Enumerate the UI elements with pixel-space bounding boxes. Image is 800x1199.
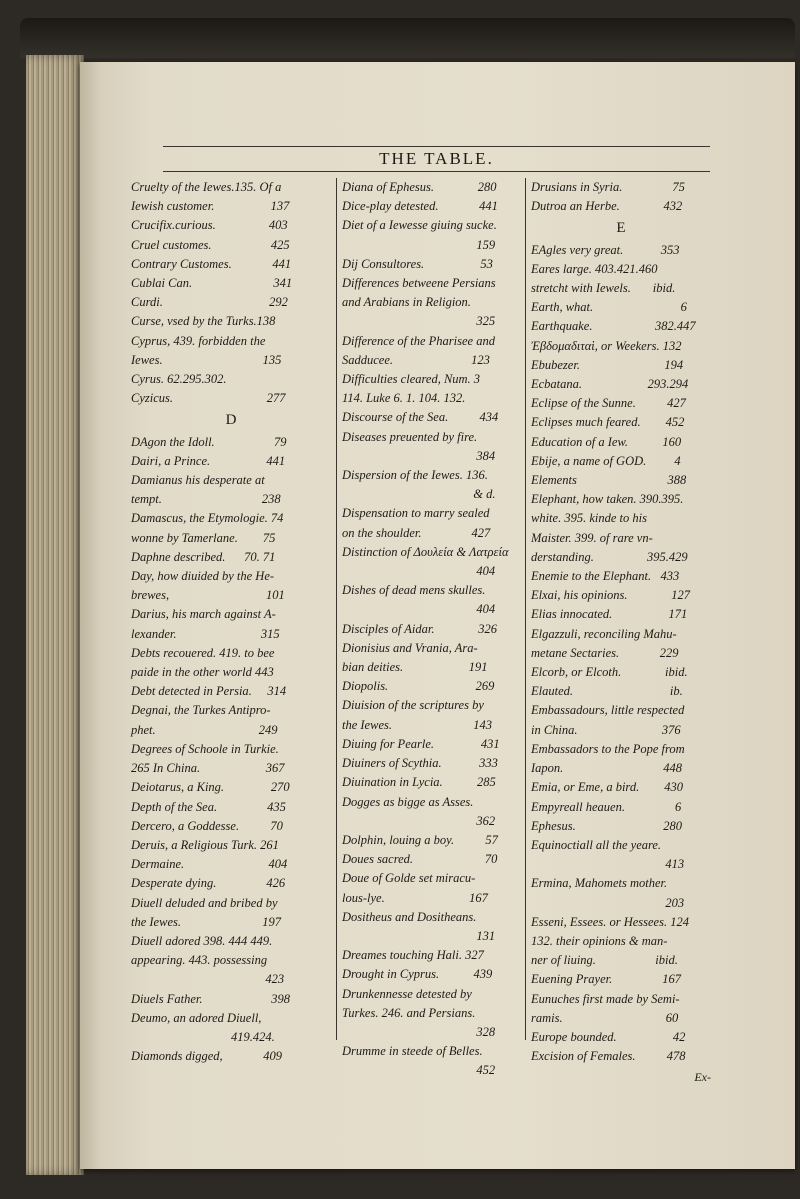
index-entry: Dermaine. 404 <box>131 857 288 872</box>
index-entry: Emia, or Eme, a bird. 430 <box>531 780 683 795</box>
index-entry: Elcorb, or Elcoth. ibid. <box>531 665 688 680</box>
index-entry: 384 <box>342 448 496 463</box>
index-entry: 114. Luke 6. 1. 104. 132. <box>342 391 466 406</box>
book-cover-edge <box>20 18 795 58</box>
index-entry: Ἐβδομαδιταὶ, or Weekers. 132 <box>531 338 682 353</box>
index-entry: Damianus his desperate at <box>131 473 265 488</box>
index-entry: 132. their opinions & man- <box>531 933 668 948</box>
index-entry: Deruis, a Religious Turk. 261 <box>131 837 279 852</box>
index-entry: ramis. 60 <box>531 1010 679 1025</box>
index-entry: Distinction of Δουλεία & Λατρεία <box>342 544 509 559</box>
index-entry: & d. <box>342 487 496 502</box>
index-entry: Drumme in steede of Belles. <box>342 1044 483 1059</box>
index-entry: Contrary Customes. 441 <box>131 256 292 271</box>
index-entry: Crucifix.curious. 403 <box>131 218 288 233</box>
index-entry: wonne by Tamerlane. 75 <box>131 530 276 545</box>
index-entry: Dice-play detested. 441 <box>342 199 498 214</box>
index-entry: Diamonds digged, 409 <box>131 1049 283 1064</box>
index-entry: 419.424. <box>131 1029 275 1044</box>
index-entry: Eclipses much feared. 452 <box>531 415 685 430</box>
index-entry: lous-lye. 167 <box>342 890 488 905</box>
index-entry: Elgazzuli, reconciling Mahu- <box>531 626 677 641</box>
index-entry: Diet of a Iewesse giuing sucke. <box>342 218 497 233</box>
index-entry: Ebije, a name of GOD. 4 <box>531 453 681 468</box>
title-rule-bottom <box>163 171 710 172</box>
index-entry: stretcht with Iewels. ibid. <box>531 281 676 296</box>
page-edges <box>26 55 84 1175</box>
index-entry: Elias innocated. 171 <box>531 607 688 622</box>
index-entry: Dairi, a Prince. 441 <box>131 453 286 468</box>
index-entry: Diuing for Pearle. 431 <box>342 736 500 751</box>
index-entry: Drunkennesse detested by <box>342 986 472 1001</box>
index-entry: Cyrus. 62.295.302. <box>131 372 227 387</box>
index-entry: 362 <box>342 813 496 828</box>
index-entry: Elxai, his opinions. 127 <box>531 588 691 603</box>
index-entry: Turkes. 246. and Persians. <box>342 1005 476 1020</box>
index-entry: Dij Consultores. 53 <box>342 256 493 271</box>
index-entry: Dercero, a Goddesse. 70 <box>131 818 283 833</box>
index-entry: Elements 388 <box>531 473 687 488</box>
index-entry: Diuination in Lycia. 285 <box>342 775 496 790</box>
index-entry: Embassadors to the Pope from <box>531 741 685 756</box>
index-entry: bian deities. 191 <box>342 660 488 675</box>
index-entry: Cruelty of the Iewes.135. Of a <box>131 180 282 194</box>
index-column-3 <box>531 178 711 1088</box>
index-entry: phet. 249 <box>131 722 278 737</box>
index-entry: Day, how diuided by the He- <box>131 569 275 584</box>
index-entry: Deumo, an adored Diuell, <box>131 1010 262 1025</box>
index-entry: the Iewes. 143 <box>342 717 492 732</box>
index-entry: Dispensation to marry sealed <box>342 506 490 521</box>
index-entry: 452 <box>342 1063 496 1078</box>
index-entry: Sadducee. 123 <box>342 352 490 367</box>
index-entry: Esseni, Essees. or Hessees. 124 <box>531 914 689 929</box>
index-entry: Earthquake. 382.447 <box>531 319 696 334</box>
index-entry: Doues sacred. 70 <box>342 852 498 867</box>
index-entry: 404 <box>342 564 496 579</box>
index-entry: Disciples of Aidar. 326 <box>342 621 497 636</box>
index-entry: Cublai Can. 341 <box>131 276 293 291</box>
index-entry: appearing. 443. possessing <box>131 953 268 968</box>
index-entry: Eunuches first made by Semi- <box>531 991 680 1006</box>
index-entry: Degrees of Schoole in Turkie. <box>131 741 279 756</box>
index-entry: ner of liuing. ibid. <box>531 953 678 968</box>
index-entry: brewes, 101 <box>131 588 285 603</box>
index-entry: 131 <box>342 928 496 943</box>
section-letter: D <box>225 412 237 429</box>
index-entry: Ebubezer. 194 <box>531 357 684 372</box>
index-entry: Deiotarus, a King. 270 <box>131 780 290 795</box>
index-entry: Eares large. 403.421.460 <box>531 261 658 276</box>
index-entry: Dolphin, louing a boy. 57 <box>342 832 498 847</box>
index-entry: Elephant, how taken. 390.395. <box>531 492 684 507</box>
index-entry: Ermina, Mahomets mother. <box>531 876 668 891</box>
index-entry: 413 <box>531 857 685 872</box>
index-entry: lexander. 315 <box>131 626 280 641</box>
index-entry: Desperate dying. 426 <box>131 876 286 891</box>
index-entry: Education of a Iew. 160 <box>531 434 682 449</box>
index-entry: Cyprus, 439. forbidden the <box>131 333 266 348</box>
index-entry: Drusians in Syria. 75 <box>531 180 685 194</box>
index-entry: Discourse of the Sea. 434 <box>342 410 499 425</box>
index-entry: Difficulties cleared, Num. 3 <box>342 372 481 387</box>
index-entry: Diuell adored 398. 444 449. <box>131 933 273 948</box>
index-entry: DAgon the Idoll. 79 <box>131 434 287 449</box>
index-entry: Maister. 399. of rare vn- <box>531 530 653 545</box>
index-entry: the Iewes. 197 <box>131 914 281 929</box>
index-entry: Dogges as bigge as Asses. <box>342 794 474 809</box>
index-entry: Dishes of dead mens skulles. <box>342 583 486 598</box>
index-entry: Earth, what. 6 <box>531 300 687 315</box>
index-entry: Differences betweene Persians <box>342 276 496 291</box>
index-entry: Ecbatana. 293.294 <box>531 377 689 392</box>
index-entry: metane Sectaries. 229 <box>531 645 679 660</box>
index-entry: Eclipse of the Sunne. 427 <box>531 396 686 411</box>
index-entry: white. 395. kinde to his <box>531 511 647 526</box>
index-entry: on the shoulder. 427 <box>342 525 491 540</box>
index-entry: Curse, vsed by the Turks.138 <box>131 314 276 329</box>
page-title: THE TABLE. <box>379 149 494 168</box>
index-entry: and Arabians in Religion. <box>342 295 471 310</box>
index-entry: Doue of Golde set miracu- <box>342 871 476 886</box>
index-entry: Empyreall heauen. 6 <box>531 799 682 814</box>
index-entry: Iapon. 448 <box>531 761 683 776</box>
index-entry: Dionisius and Vrania, Ara- <box>342 640 478 655</box>
index-entry: Enemie to the Elephant. 433 <box>531 569 680 584</box>
index-entry: 404 <box>342 602 496 617</box>
index-entry: Ephesus. 280 <box>531 818 683 833</box>
index-entry: Degnai, the Turkes Antipro- <box>131 703 271 718</box>
title-rule-top <box>163 146 710 147</box>
index-entry: Dutroa an Herbe. 432 <box>531 199 683 214</box>
index-entry: Diana of Ephesus. 280 <box>342 180 497 194</box>
index-column-1 <box>131 178 331 1066</box>
index-entry: Equinoctiall all the yeare. <box>531 837 662 852</box>
index-entry: Drought in Cyprus. 439 <box>342 967 493 982</box>
index-entry: Damascus, the Etymologie. 74 <box>131 511 284 526</box>
column-divider <box>336 178 337 1040</box>
index-entry: Diopolis. 269 <box>342 679 495 694</box>
index-entry: Cyzicus. 277 <box>131 391 286 406</box>
index-entry: Dositheus and Dositheans. <box>342 909 477 924</box>
index-entry: 265 In China. 367 <box>131 761 285 776</box>
index-column-2 <box>342 178 518 1081</box>
index-entry: Debts recouered. 419. to bee <box>131 645 275 660</box>
index-entry: Curdi. 292 <box>131 295 288 310</box>
index-entry: Diuels Father. 398 <box>131 991 291 1006</box>
index-entry: EAgles very great. 353 <box>531 242 680 257</box>
index-entry: Dispersion of the Iewes. 136. <box>342 468 488 483</box>
index-entry: Euening Prayer. 167 <box>531 972 681 987</box>
index-entry: in China. 376 <box>531 722 681 737</box>
index-entry: Debt detected in Persia. 314 <box>131 684 287 699</box>
index-entry: Difference of the Pharisee and <box>342 333 495 348</box>
section-letter: E <box>616 220 626 237</box>
index-entry: Dreames touching Hali. 327 <box>342 948 484 963</box>
index-entry: Embassadours, little respected <box>531 703 685 718</box>
index-entry: 328 <box>342 1024 496 1039</box>
catchword: Ex- <box>694 1070 711 1085</box>
index-entry: Iewish customer. 137 <box>131 199 290 214</box>
index-entry: Diuell deluded and bribed by <box>131 895 278 910</box>
index-entry: Cruel customes. 425 <box>131 237 290 252</box>
index-entry: Depth of the Sea. 435 <box>131 799 286 814</box>
index-entry: Elauted. ib. <box>531 684 683 699</box>
column-divider <box>525 178 526 1040</box>
index-entry: Iewes. 135 <box>131 352 282 367</box>
index-entry: 159 <box>342 237 496 252</box>
index-entry: Diuiners of Scythia. 333 <box>342 756 498 771</box>
index-entry: paide in the other world 443 <box>131 665 274 680</box>
index-entry: Diseases preuented by fire. <box>342 429 478 444</box>
index-entry: 203 <box>531 895 685 910</box>
index-entry: Europe bounded. 42 <box>531 1029 686 1044</box>
index-entry: 325 <box>342 314 496 329</box>
index-entry: Daphne described. 70. 71 <box>131 549 276 564</box>
index-entry: tempt. 238 <box>131 492 281 507</box>
index-entry: Diuision of the scriptures by <box>342 698 484 713</box>
index-entry: Excision of Females. 478 <box>531 1049 686 1064</box>
index-entry: derstanding. 395.429 <box>531 549 688 564</box>
index-entry: Darius, his march against A- <box>131 607 276 622</box>
index-entry: 423 <box>131 972 285 987</box>
